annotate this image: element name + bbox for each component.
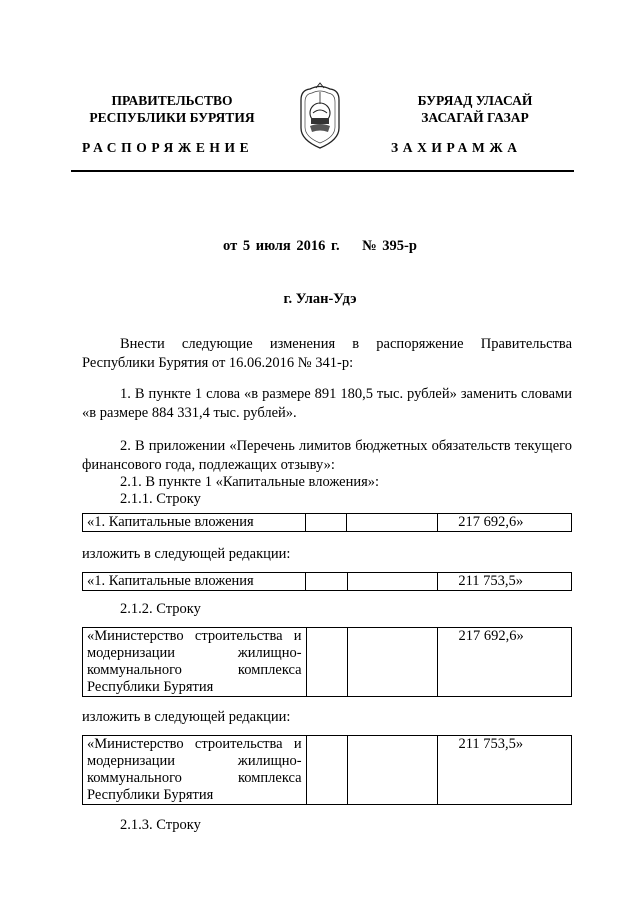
table-cell-empty	[306, 573, 348, 591]
header-right	[377, 92, 573, 126]
table-cell-name: «Министерство строительства и модернизации жилищно-коммунального комплекса Республики Бурятия	[83, 736, 307, 805]
table-row-old-1	[82, 513, 572, 532]
item-2-1-3: 2.1.3. Строку	[120, 817, 201, 833]
table-cell-value: 211 753,5»	[438, 736, 572, 805]
header-left	[74, 92, 270, 126]
table-cell-name: «1. Капитальные вложения	[83, 573, 306, 591]
header-left-line2: РЕСПУБЛИКИ БУРЯТИЯ	[89, 110, 255, 125]
doc-type-right: ЗАХИРАМЖА	[391, 140, 522, 155]
intro-paragraph: Внести следующие изменения в распоряжение Правительства Республики Бурятия от 16.06.2016 № 341-р:	[82, 336, 572, 371]
item-2-1-2: 2.1.2. Строку	[120, 601, 201, 617]
table-cell-name: «Министерство строительства и модернизации жилищно-коммунального комплекса Республики Бурятия	[83, 628, 307, 697]
header-right-line1: БУРЯАД УЛАСАЙ	[417, 93, 533, 108]
item-1-paragraph: 1. В пункте 1 слова «в размере 891 180,5 тыс. рублей» заменить словами «в размере 884 331,4 тыс. рублей».	[82, 386, 572, 421]
table-row-new-1	[82, 572, 572, 591]
table-cell-empty	[306, 628, 347, 697]
replace-text-1: изложить в следующей редакции:	[82, 546, 291, 562]
header-divider	[71, 170, 574, 172]
table-cell-name: «1. Капитальные вложения	[83, 514, 306, 532]
header-left-line1: ПРАВИТЕЛЬСТВО	[111, 93, 233, 108]
table-cell-empty	[306, 736, 347, 805]
item-2-1-1: 2.1.1. Строку	[120, 491, 201, 507]
date-number: от 5 июля 2016 г. № 395-р	[223, 238, 417, 254]
replace-text-2: изложить в следующей редакции:	[82, 709, 291, 725]
table-row-new-2	[82, 735, 572, 805]
header-right-line2: ЗАСАГАЙ ГАЗАР	[421, 110, 529, 125]
table-cell-empty	[347, 736, 437, 805]
table-cell-empty	[347, 573, 438, 591]
table-cell-empty	[347, 628, 437, 697]
item-2-1: 2.1. В пункте 1 «Капитальные вложения»:	[120, 474, 380, 490]
doc-type-left: РАСПОРЯЖЕНИЕ	[82, 140, 254, 155]
table-cell-value: 217 692,6»	[438, 628, 572, 697]
table-cell-empty	[347, 514, 438, 532]
item-2-paragraph: 2. В приложении «Перечень лимитов бюджетных обязательств текущего финансового года, подлежащих отзыву»:	[82, 438, 572, 473]
coat-of-arms-icon	[296, 82, 344, 152]
table-cell-value: 211 753,5»	[438, 573, 572, 591]
city: г. Улан-Удэ	[283, 291, 357, 307]
table-cell-value: 217 692,6»	[438, 514, 572, 532]
table-cell-empty	[305, 514, 347, 532]
table-row-old-2	[82, 627, 572, 697]
